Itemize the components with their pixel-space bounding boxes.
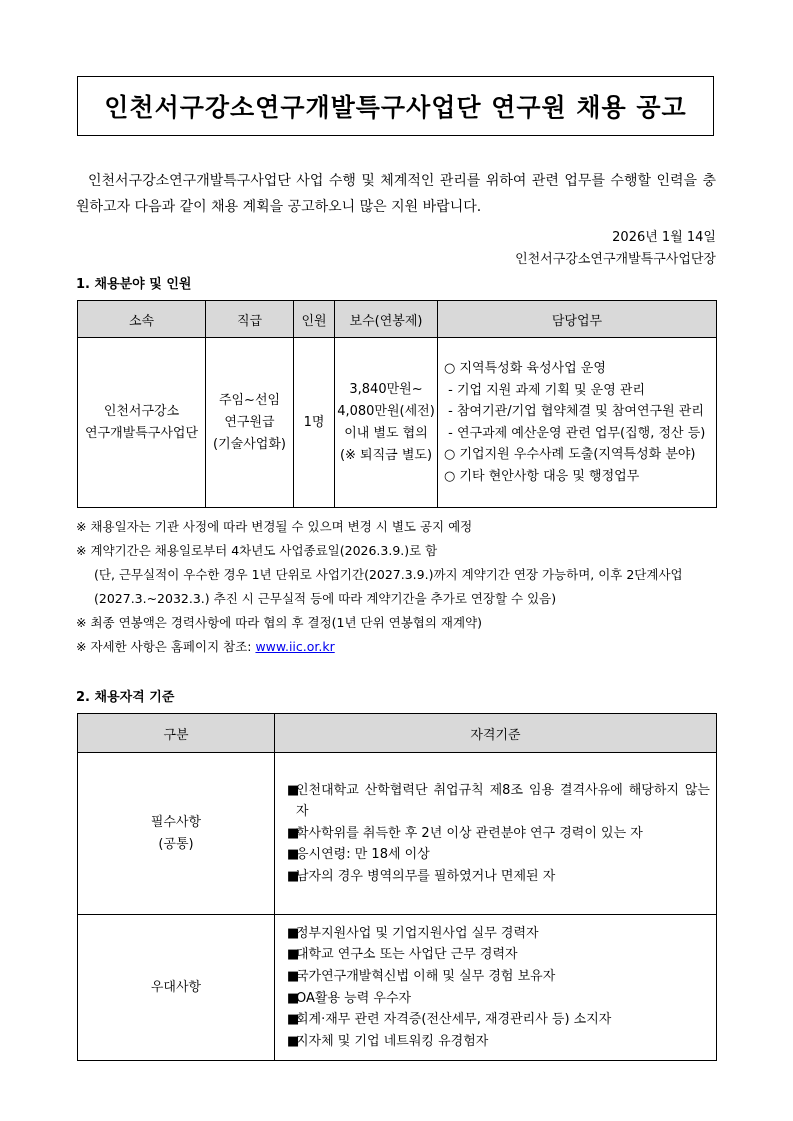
square-bullet-icon: ■ [287,947,300,963]
table-row [78,915,717,1061]
header-rank: 직급 [206,301,294,338]
section1-title: 1. 채용분야 및 인원 [76,277,192,292]
note-item [76,635,721,659]
note-continuation: (단, 근무실적이 우수한 경우 1년 단위로 사업기간(2027.3.9.)까지 계약기간 연장 가능하며, 이후 2단계사업 [94,567,683,582]
header-count: 인원 [294,301,335,338]
cell-preferred-items [275,915,717,1061]
preferred-label: 우대사항 [150,979,202,995]
rank-line: 주임~선임 [218,392,281,408]
recruitment-table [77,300,717,508]
cell-salary [335,338,438,508]
notes [76,515,721,659]
square-bullet-icon: ■ [287,925,300,941]
header-criteria: 자격기준 [275,714,717,753]
duty-item: ○ 기업지원 우수사례 도출(지역특성화 분야) [444,447,696,462]
table-row [78,753,717,915]
salary-line: 4,080만원(세전) [337,403,435,419]
table-row [78,338,717,508]
cell-affiliation [78,338,206,508]
cell-count: 1명 [294,338,335,508]
list-item: ■ 응시연령: 만 18세 이상 [287,844,710,866]
intro-paragraph [76,168,716,220]
duty-item: ○ 기타 현안사항 대응 및 행정업무 [444,468,640,484]
salary-line: (※ 퇴직금 별도) [339,447,433,463]
list-item: ■ 회계·재무 관련 자격증(전산세무, 재경관리사 등) 소지자 [287,1009,710,1031]
header-salary: 보수(연봉제) [335,301,438,338]
qualification-table [77,713,717,1061]
title-box [77,76,714,136]
salary-line: 3,840만원~ [349,381,423,397]
square-bullet-icon: ■ [287,1012,300,1028]
required-label: 필수사항 [150,814,202,830]
cell-required-label [78,753,275,915]
issuer: 인천서구강소연구개발특구사업단장 [515,252,716,267]
announcement-date: 2026년 1월 14일 [612,230,716,245]
duty-item: - 연구과제 예산운영 관련 업무(집행, 정산 등) [444,425,706,441]
page-title: 인천서구강소연구개발특구사업단 연구원 채용 공고 [104,93,687,122]
header-affiliation: 소속 [78,301,206,338]
list-item: ■ 국가연구개발혁신법 이해 및 실무 경험 보유자 [287,966,710,988]
square-bullet-icon: ■ [287,990,300,1006]
affiliation-line: 연구개발특구사업단 [84,425,199,441]
square-bullet-icon: ■ [287,782,300,798]
rank-line: 연구원급 [224,414,275,430]
note-item: ※ 최종 연봉액은 경력사항에 따라 협의 후 결정(1년 단위 연봉협의 재계약) [76,615,483,630]
square-bullet-icon: ■ [287,847,300,863]
cell-rank [206,338,294,508]
duty-item: - 참여기관/기업 협약체결 및 참여연구원 관리 [444,404,704,419]
list-item: ■ OA활용 능력 우수자 [287,988,710,1010]
square-bullet-icon: ■ [287,825,300,841]
cell-duties [438,338,717,508]
salary-line: 이내 별도 협의 [344,425,428,441]
duty-item: ○ 지역특성화 육성사업 운영 [444,361,606,376]
note-prefix: ※ 자세한 사항은 홈페이지 참조: [76,639,256,654]
square-bullet-icon: ■ [287,1033,300,1049]
list-item: ■ 대학교 연구소 또는 사업단 근무 경력자 [287,944,710,966]
homepage-link[interactable]: www.iic.or.kr [255,639,335,654]
list-item: ■ 인천대학교 산학협력단 취업규칙 제8조 임용 결격사유에 해당하지 않는 자 [287,780,710,823]
cell-required-items [275,753,717,915]
note-continuation: (2027.3.~2032.3.) 추진 시 근무실적 등에 따라 계약기간을 추가로 연장할 수 있음) [94,591,557,606]
required-sublabel: (공통) [158,836,194,852]
list-item: ■ 지자체 및 기업 네트워킹 유경험자 [287,1031,710,1053]
note-item: ※ 계약기간은 채용일로부터 4차년도 사업종료일(2026.3.9.)로 함 [76,543,438,558]
table-header-row [78,714,717,753]
affiliation-line: 인천서구강소 [103,403,180,419]
square-bullet-icon: ■ [287,868,300,884]
header-duties: 담당업무 [438,301,717,338]
table-header-row [78,301,717,338]
intro-text: 인천서구강소연구개발특구사업단 사업 수행 및 체계적인 관리를 위하여 관련 업무를 수행할 인력을 충원하고자 다음과 같이 채용 계획을 공고하오니 많은 지원 바랍니다. [76,173,716,215]
list-item: ■ 정부지원사업 및 기업지원사업 실무 경력자 [287,923,710,945]
list-item: ■ 학사학위를 취득한 후 2년 이상 관련분야 연구 경력이 있는 자 [287,823,710,845]
note-item: ※ 채용일자는 기관 사정에 따라 변경될 수 있으며 변경 시 별도 공지 예정 [76,519,473,534]
duty-item: - 기업 지원 과제 기획 및 운영 관리 [444,382,646,398]
square-bullet-icon: ■ [287,968,300,984]
cell-preferred-label [78,915,275,1061]
list-item: ■ 남자의 경우 병역의무를 필하였거나 면제된 자 [287,866,710,888]
section2-title: 2. 채용자격 기준 [76,690,175,705]
header-category: 구분 [78,714,275,753]
rank-line: (기술사업화) [213,436,286,452]
